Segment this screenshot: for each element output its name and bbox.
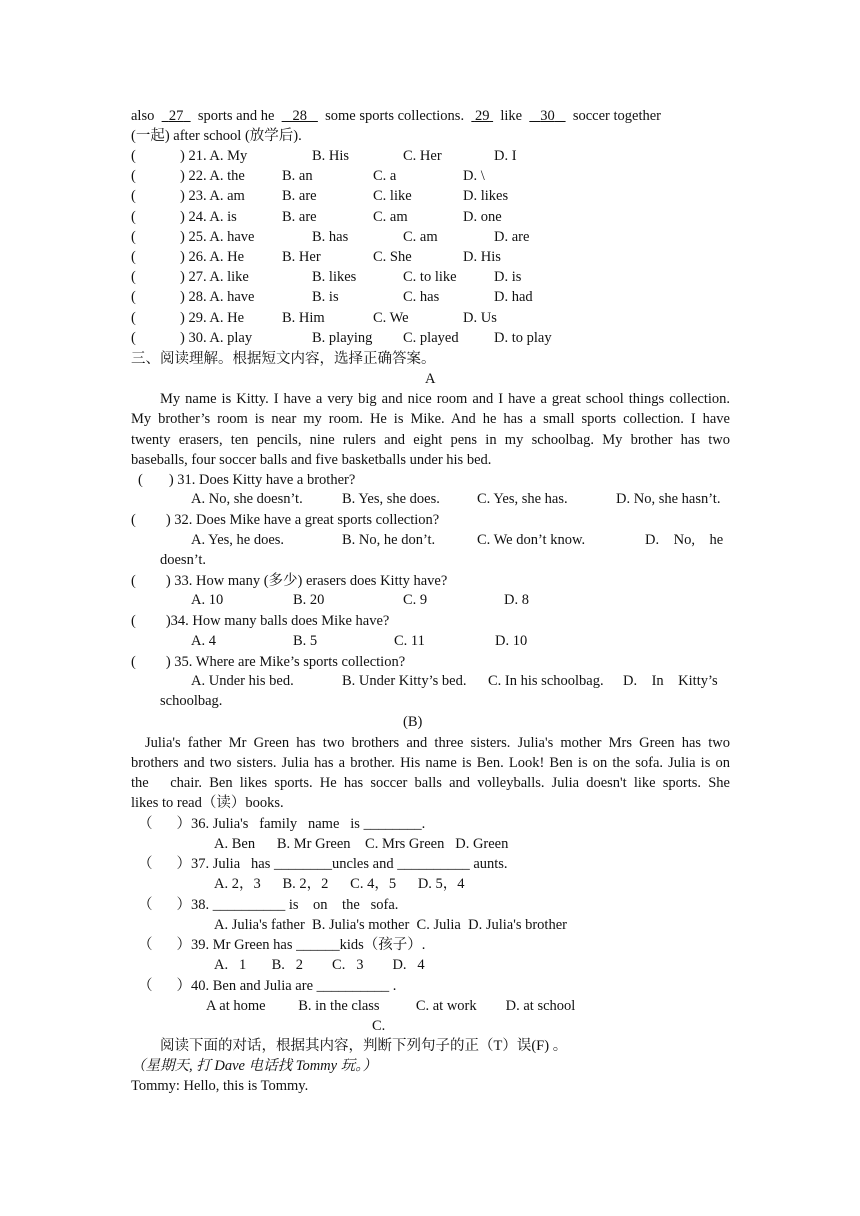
question-33: ( ) 33. How many (多少) erasers does Kitty have? (131, 573, 448, 589)
passage-c-instruction: 阅读下面的对话，根据其内容，判断下列句子的正（T）误(F) 。 (160, 1038, 568, 1054)
blank-29: 29 (474, 108, 490, 124)
cloze-24-paren: ( (131, 208, 136, 225)
cloze-29-option-c: C. We (373, 309, 409, 326)
cloze-25-option-c: C. am (403, 228, 438, 245)
cloze-25-option-d: D. are (494, 228, 530, 245)
q33-option-d: D. 8 (504, 592, 529, 608)
q32-option-d: D. No, he (645, 532, 724, 548)
passage-b-line: likes to read（读）books. (131, 795, 284, 811)
passage-a-line: twenty erasers, ten pencils, nine rulers and eight pens in my schoolbag. My brother has two (131, 432, 730, 448)
cloze-29-option-b: B. Him (282, 309, 325, 326)
cloze-27-paren: ( (131, 269, 136, 286)
cloze-28-paren: ( (131, 289, 136, 306)
cloze-21-stem: ) 21. A. My (180, 148, 248, 164)
q35-option-d: D. In Kitty’s (623, 673, 718, 689)
intro-text: like (500, 108, 523, 124)
q32-option-d-wrap: doesn’t. (160, 552, 207, 568)
q34-option-c: C. 11 (394, 633, 425, 649)
q35-option-b: B. Under Kitty’s bed. (342, 673, 467, 689)
q31-option-b: B. Yes, she does. (342, 491, 440, 507)
question-31: ( ) 31. Does Kitty have a brother? (138, 472, 356, 488)
question-39: （ ）39. Mr Green has ______kids（孩子）. (138, 937, 426, 954)
q33-option-c: C. 9 (403, 592, 428, 608)
question-40: （ ）40. Ben and Julia are __________ . (138, 977, 397, 994)
cloze-29-stem: ) 29. A. He (180, 309, 245, 326)
intro-line-2: (一起) after school (放学后). (131, 128, 302, 144)
cloze-22-option-b: B. an (282, 168, 313, 185)
passage-c-title: C. (372, 1018, 386, 1034)
cloze-24-option-c: C. am (373, 208, 408, 225)
cloze-23-option-c: C. like (373, 188, 412, 205)
intro-text: soccer together (572, 108, 661, 124)
q35-option-a: A. Under his bed. (191, 673, 294, 689)
cloze-28-stem: ) 28. A. have (180, 289, 255, 306)
passage-a-line: baseballs, four soccer balls and five basketballs under his bed. (131, 452, 492, 468)
cloze-23-paren: ( (131, 188, 136, 205)
cloze-22-option-c: C. a (373, 168, 397, 185)
q33-option-a: A. 10 (191, 592, 224, 608)
intro-line-1 (131, 107, 661, 125)
cloze-23-option-b: B. are (282, 188, 317, 205)
q34-option-d: D. 10 (495, 633, 528, 649)
cloze-22-option-d: D. \ (463, 168, 485, 185)
cloze-21-paren: ( (131, 148, 136, 164)
cloze-30-stem: ) 30. A. play (180, 329, 253, 346)
cloze-28-option-b: B. is (312, 289, 339, 306)
cloze-21-option-d: D. I (494, 148, 517, 164)
question-32: ( ) 32. Does Mike have a great sports collection? (131, 512, 440, 528)
q31-option-d: D. No, she hasn’t. (616, 491, 721, 507)
cloze-25-stem: ) 25. A. have (180, 228, 255, 245)
cloze-23-option-d: D. likes (463, 188, 509, 205)
cloze-25-paren: ( (131, 228, 136, 245)
cloze-26-option-b: B. Her (282, 249, 321, 265)
passage-a-title: A (425, 371, 436, 387)
question-39-options: A. 1 B. 2 C. 3 D. 4 (214, 957, 425, 974)
cloze-26-option-d: D. His (463, 249, 501, 265)
cloze-25-option-b: B. has (312, 228, 349, 245)
cloze-24-stem: ) 24. A. is (180, 208, 237, 225)
q33-option-b: B. 20 (293, 592, 325, 608)
cloze-29-option-d: D. Us (463, 309, 497, 326)
cloze-26-paren: ( (131, 249, 136, 265)
passage-b-line: brothers and two sisters. Julia has a brother. His name is Ben. Look! Ben is on the sofa. Julia is on (131, 755, 730, 771)
cloze-30-option-b: B. playing (312, 329, 373, 346)
cloze-23-stem: ) 23. A. am (180, 188, 245, 205)
intro-text: sports and he (197, 108, 275, 124)
passage-c-note: （星期天, 打 Dave 电话找 Tommy 玩。） (131, 1058, 377, 1074)
q32-option-b: B. No, he don’t. (342, 532, 436, 548)
cloze-29-paren: ( (131, 309, 136, 326)
question-36: （ ）36. Julia's family name is ________. (138, 816, 426, 832)
intro-text: also (131, 108, 155, 124)
blank-27: 27 (168, 108, 184, 124)
cloze-30-option-c: C. played (403, 329, 459, 346)
q35-option-c: C. In his schoolbag. (488, 673, 604, 689)
cloze-27-option-b: B. likes (312, 269, 357, 286)
cloze-28-option-d: D. had (494, 289, 533, 306)
blank-30: 30 (540, 108, 555, 124)
question-38-options: A. Julia's father B. Julia's mother C. Julia D. Julia's brother (214, 916, 567, 933)
q32-option-c: C. We don’t know. (477, 532, 586, 548)
q34-option-a: A. 4 (191, 633, 216, 649)
cloze-24-option-d: D. one (463, 208, 502, 225)
cloze-21-option-b: B. His (312, 148, 350, 164)
cloze-27-option-d: D. is (494, 269, 522, 286)
cloze-26-stem: ) 26. A. He (180, 249, 245, 265)
cloze-30-option-d: D. to play (494, 329, 552, 346)
q34-option-b: B. 5 (293, 633, 318, 649)
cloze-22-stem: ) 22. A. the (180, 168, 245, 185)
passage-a-line: My brother’s room is near my room. He is Mike. And he has a small sports collection. I have (131, 411, 730, 427)
q32-option-a: A. Yes, he does. (191, 532, 285, 548)
cloze-22-paren: ( (131, 168, 136, 185)
question-38: （ ）38. __________ is on the sofa. (138, 896, 399, 913)
section-heading: 三、阅读理解。根据短文内容，选择正确答案。 (131, 351, 436, 367)
passage-a-line: My name is Kitty. I have a very big and nice room and I have a great school things collection. (160, 391, 730, 407)
question-36-options: A. Ben B. Mr Green C. Mrs Green D. Green (214, 836, 509, 852)
question-34: ( )34. How many balls does Mike have? (131, 613, 390, 629)
question-37: （ ）37. Julia has ________uncles and __________ aunts. (138, 856, 508, 873)
question-40-options: A at home B. in the class C. at work D. at school (206, 997, 576, 1014)
question-37-options: A. 2，3 B. 2，2 C. 4，5 D. 5，4 (214, 876, 465, 893)
cloze-24-option-b: B. are (282, 208, 317, 225)
blank-28: 28 (292, 108, 307, 124)
passage-b-line: the chair. Ben likes sports. He has soccer balls and volleyballs. Julia doesn't like sports. She (131, 775, 730, 791)
dialogue-line: Tommy: Hello, this is Tommy. (131, 1078, 309, 1094)
intro-text: some sports collections. (325, 108, 465, 124)
passage-b-title: (B) (403, 714, 423, 730)
cloze-26-option-c: C. She (373, 249, 412, 265)
cloze-27-stem: ) 27. A. like (180, 269, 249, 286)
cloze-28-option-c: C. has (403, 289, 440, 306)
q35-option-d-wrap: schoolbag. (160, 693, 223, 709)
q31-option-c: C. Yes, she has. (477, 491, 568, 507)
question-35: ( ) 35. Where are Mike’s sports collection? (131, 654, 406, 670)
cloze-21-option-c: C. Her (403, 148, 442, 164)
passage-b-line: Julia's father Mr Green has two brothers and three sisters. Julia's mother Mrs Green has two (145, 735, 730, 751)
q31-option-a: A. No, she doesn’t. (191, 491, 303, 507)
cloze-30-paren: ( (131, 329, 136, 346)
cloze-27-option-c: C. to like (403, 269, 457, 286)
